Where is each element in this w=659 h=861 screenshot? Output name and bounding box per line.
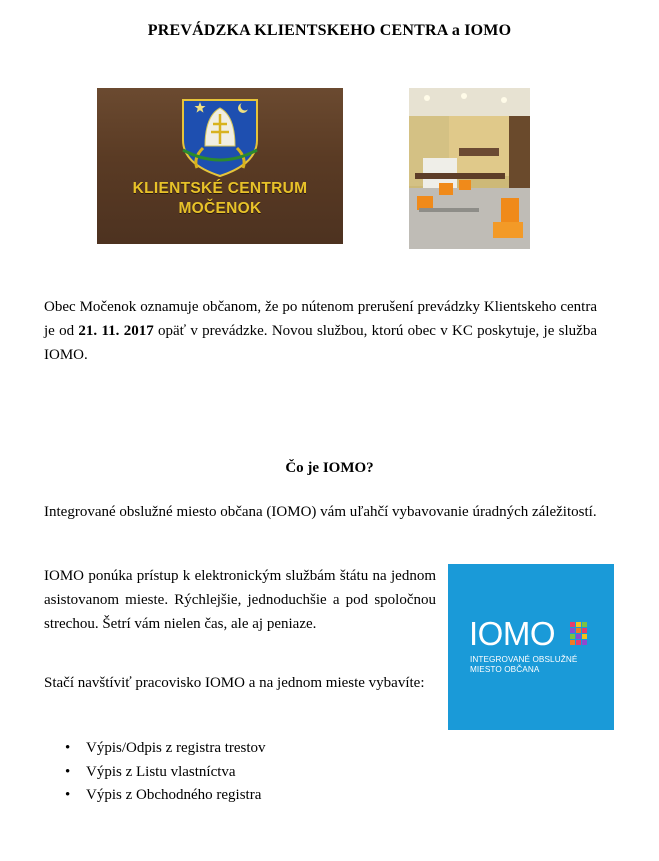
section-heading: Čo je IOMO?: [285, 460, 374, 476]
iomo-description: IOMO ponúka prístup k elektronickým službám štátu na jednom asistovanom mieste. Rýchlejšie, jednoduchšie a pod spoločnou strechou. Šetrí vám nielen čas, ale aj peniaze.: [44, 568, 436, 632]
iomo-logo-subtitle-line-1: INTEGROVANÉ OBSLUŽNÉ: [470, 655, 578, 664]
list-item: [44, 761, 266, 785]
iomo-definition: Integrované obslužné miesto občana (IOMO) vám uľahčí vybavovanie úradných záležitostí.: [44, 504, 597, 520]
service-label: Výpis z Obchodného registra: [86, 787, 262, 803]
iomo-logo-subtitle-line-2: MIESTO OBČANA: [470, 665, 540, 674]
service-label: Výpis/Odpis z registra trestov: [86, 740, 266, 756]
bullet-icon: •: [65, 740, 71, 756]
intro-text-end: opäť v prevádzke. Novou službou, ktorú obec v KC poskytuje, je služba IOMO.: [44, 323, 597, 363]
intro-paragraph: [44, 295, 597, 367]
office-photo-illustration: [409, 88, 530, 249]
client-center-sign-image: [97, 88, 343, 244]
iomo-logo-subtitle: [470, 655, 610, 675]
service-label: Výpis z Listu vlastníctva: [86, 763, 236, 780]
sign-line-1: KLIENTSKÉ CENTRUM: [132, 180, 308, 197]
services-list: [44, 737, 266, 808]
coat-of-arms-icon: [97, 88, 343, 244]
office-interior-image: [409, 88, 530, 249]
bullet-icon: •: [65, 787, 71, 803]
sign-line-2: MOČENOK: [178, 200, 262, 217]
bullet-icon: •: [65, 763, 71, 780]
visit-instruction: Stačí navštíviť pracovisko IOMO a na jednom mieste vybavíte:: [44, 675, 425, 691]
list-item: [44, 784, 266, 808]
iomo-logo: [448, 564, 614, 730]
mosaic-icon: [570, 622, 590, 646]
reopening-date: 21. 11. 2017: [78, 323, 154, 339]
intro-text-start: Obec Močenok oznamuje občanom, že po nútenom prerušení prevádzky Klientskeho centra je od: [44, 299, 597, 339]
list-item: [44, 737, 266, 761]
iomo-logo-word: IOMO: [469, 615, 555, 652]
page-title: PREVÁDZKA KLIENTSKEHO CENTRA a IOMO: [147, 22, 512, 39]
